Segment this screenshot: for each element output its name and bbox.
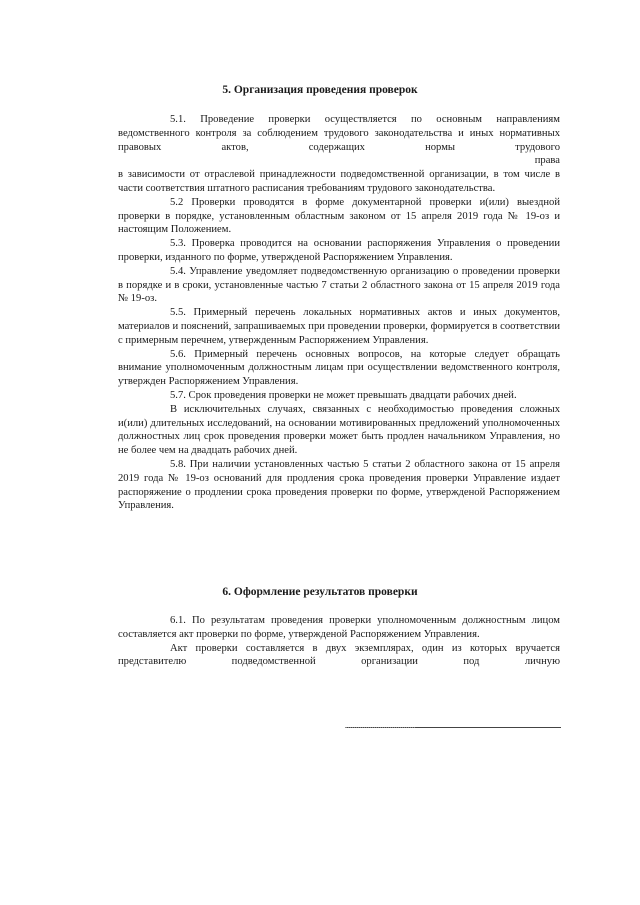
paragraph-5-7-exception: В исключительных случаях, связанных с необходимостью проведения сложных и(или) длительных исследований, на основании мотивированных предложений уполномоченных должностных лиц срок проведения проверки может быть продлен начальником Управления, но не более чем на двадцать рабочих дней. [118,403,560,457]
section-5-body [118,113,560,513]
paragraph-5-6: 5.6. Примерный перечень основных вопросов, на которые следует обращать внимание уполномоченным должностным лицам при осуществлении ведомственного контроля, утвержден Распоряжением Управления. [118,348,560,388]
paragraph-5-1-rest: в зависимости от отраслевой принадлежности подведомственной организации, в том числе в части соответствия штатного расписания требованиям трудового законодательства. [118,169,560,194]
paragraph-5-1-word: права [534,155,560,167]
footnote-separator-line [345,727,561,728]
paragraph-5-1-lead: 5.1. Проведение проверки осуществляется по основным направлениям ведомственного контроля за соблюдением трудового законодательства и иных нормативных правовых актов, содержащих нормы трудового [118,114,560,153]
paragraph-6-1-act: Акт проверки составляется в двух экземплярах, один из которых вручается представителю подведомственной организации под личную [118,642,560,668]
section-6-title: 6. Оформление результатов проверки [222,586,418,598]
paragraph-5-4: 5.4. Управление уведомляет подведомственную организацию о проведении проверки в порядке и в сроки, установленные частью 7 статьи 2 областного закона от 15 апреля 2019 года № 19-оз. [118,265,560,305]
paragraph-5-2: 5.2 Проверки проводятся в форме документарной проверки и(или) выездной проверки в порядке, установленным областным законом от 15 апреля 2019 года № 19-оз и настоящим Положением. [118,196,560,236]
paragraph-5-3: 5.3. Проверка проводится на основании распоряжения Управления о проведении проверки, изданного по форме, утвержденой Распоряжением Управления. [118,238,560,263]
paragraph-5-5: 5.5. Примерный перечень локальных нормативных актов и иных документов, материалов и пояснений, запрашиваемых при проведении проверки, формируется в соответствии с примерным перечнем, утвержденным Распоряжением Управления. [118,307,560,346]
section-5-title: 5. Организация проведения проверок [222,84,418,96]
section-6-body [118,614,560,669]
paragraph-6-1: 6.1. По результатам проведения проверки уполномоченным должностным лицом составляется акт проверки по форме, утвержденой Распоряжением Управления. [118,615,560,640]
paragraph-5-8: 5.8. При наличии установленных частью 5 статьи 2 областного закона от 15 апреля 2019 года № 19-оз оснований для продления срока проведения проверки Управление издает распоряжение о продлении срока проведения проверки по форме, утвержденой Распоряжением Управления. [118,458,560,512]
paragraph-5-7: 5.7. Срок проведения проверки не может превышать двадцати рабочих дней. [170,389,517,401]
